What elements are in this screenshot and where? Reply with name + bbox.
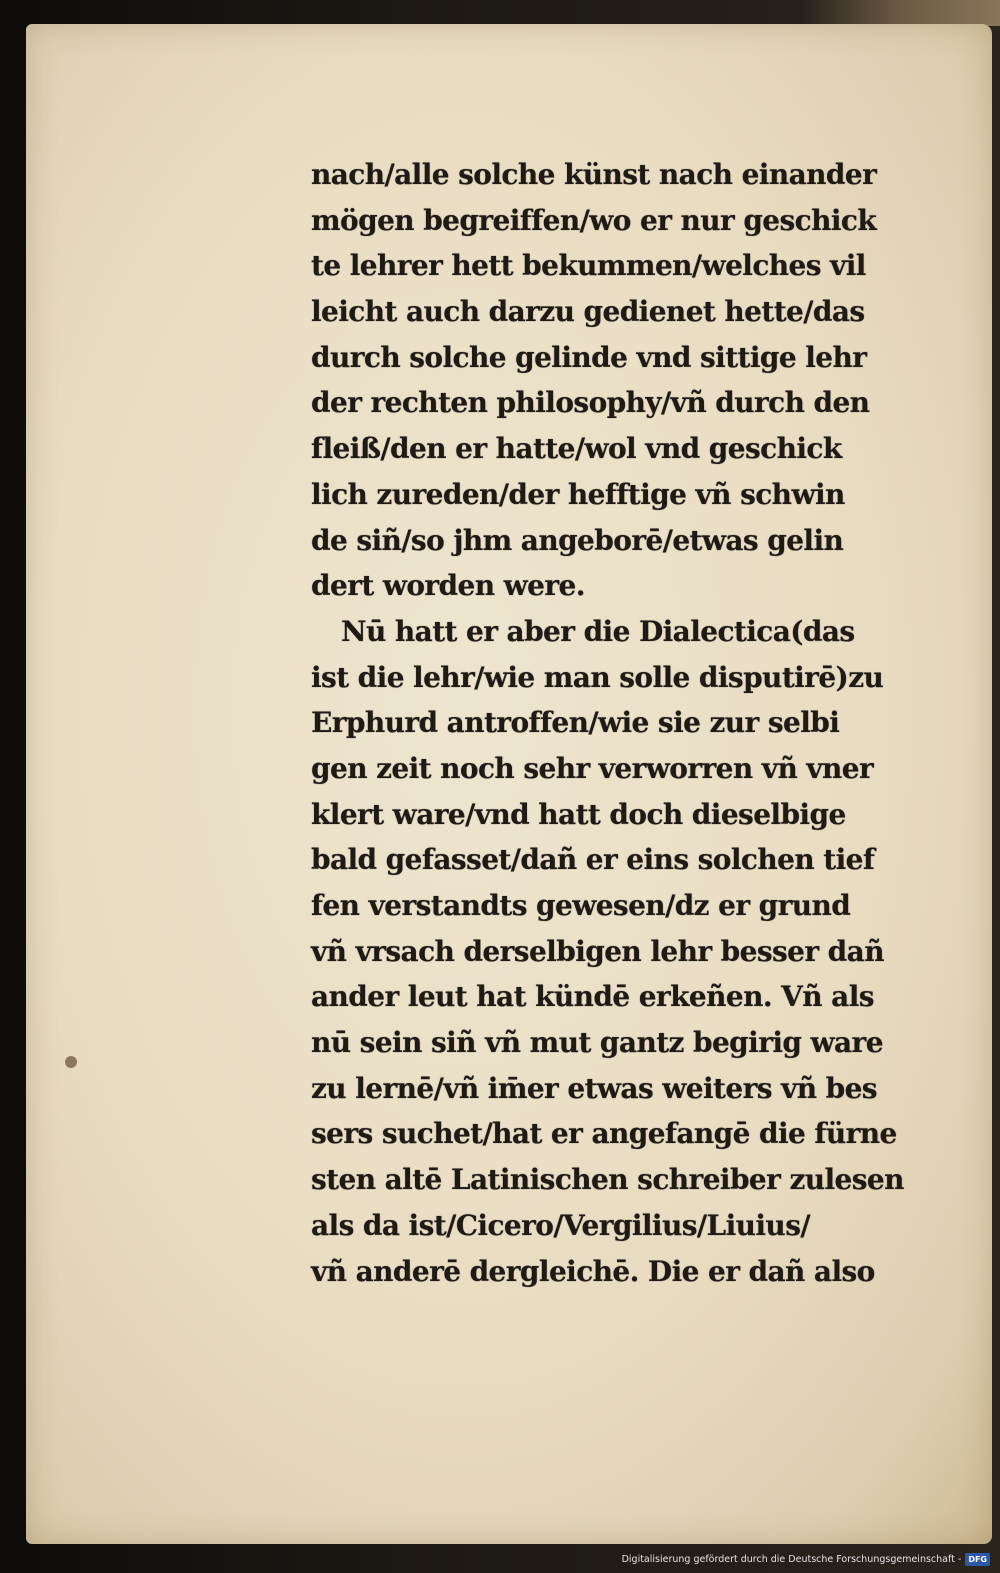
text-line: nū sein siñ vñ mut gantz begirig ware [311, 1026, 883, 1060]
text-line: als da ist/Cicero/Vergilius/Liuius/ [311, 1208, 810, 1242]
text-line: dert worden were. [311, 569, 585, 603]
dfg-logo: DFG [965, 1553, 990, 1566]
text-line: der rechten philosophy/vñ durch den [311, 386, 870, 420]
text-line: bald gefasset/dañ er eins solchen tief [311, 843, 875, 877]
text-line: te lehrer hett bekummen/welches vil [311, 249, 866, 283]
page-edge-shadow [800, 0, 1000, 26]
text-block [311, 152, 976, 1294]
text-line: vñ vrsach derselbigen lehr besser dañ [311, 934, 884, 968]
text-line: ist die lehr/wie man solle disputirē)zu [311, 660, 884, 694]
paragraph-start-line: Nū hatt er aber die Dialectica(das [341, 614, 855, 648]
funding-note: Digitalisierung gefördert durch die Deutsche Forschungsgemeinschaft - [621, 1553, 962, 1565]
text-line: fen verstandts gewesen/dz er grund [311, 889, 851, 922]
digitization-footer [622, 1551, 990, 1567]
text-line: gen zeit noch sehr verworren vñ vner [311, 751, 874, 785]
book-page [26, 24, 992, 1544]
text-line: mögen begreiffen/wo er nur geschick [311, 203, 877, 237]
text-line: ander leut hat kündē erkeñen. Vñ als [311, 980, 874, 1014]
paper-stain [65, 1056, 77, 1068]
text-line: vñ anderē dergleichē. Die er dañ also [311, 1254, 875, 1288]
text-line: fleiß/den er hatte/wol vnd geschick [311, 432, 842, 466]
text-line: nach/alle solche künst nach einander [311, 158, 877, 191]
text-line: Erphurd antroffen/wie sie zur selbi [311, 706, 840, 740]
text-line: durch solche gelinde vnd sittige lehr [311, 340, 867, 374]
text-line: sers suchet/hat er angefangē die fürne [311, 1117, 897, 1151]
text-line: klert ware/vnd hatt doch dieselbige [311, 797, 846, 831]
text-line: leicht auch darzu gedienet hette/das [311, 295, 865, 329]
text-line: sten altē Latinischen schreiber zulesen [311, 1163, 904, 1197]
text-line: lich zureden/der hefftige vñ schwin [311, 477, 845, 511]
text-line: zu lernē/vñ im̄er etwas weiters vñ bes [311, 1071, 877, 1105]
text-line: de siñ/so jhm angeborē/etwas gelin [311, 523, 844, 557]
